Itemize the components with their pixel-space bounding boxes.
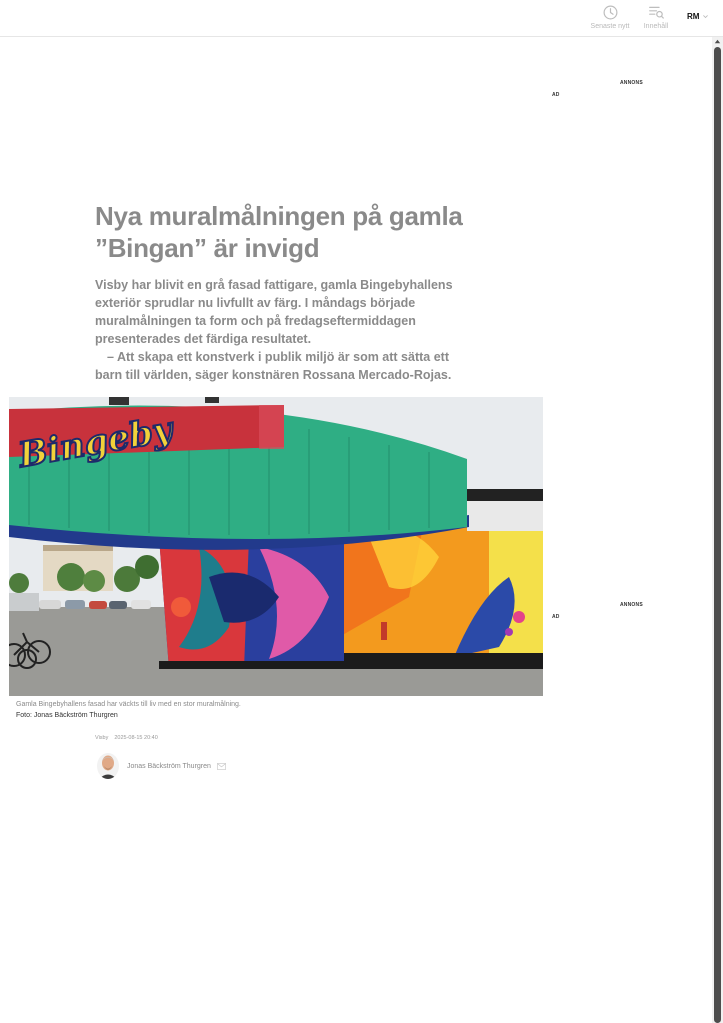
article-timestamp: 2025-08-15 20:40 xyxy=(114,735,158,741)
latest-news-button[interactable] xyxy=(589,4,631,30)
scroll-up-arrow-icon[interactable] xyxy=(713,37,722,46)
mail-icon[interactable] xyxy=(217,763,226,770)
image-caption: Gamla Bingebyhallens fasad har väckts till liv med en stor muralmålning. xyxy=(16,701,241,708)
article-image[interactable] xyxy=(9,397,543,696)
user-initials: RM xyxy=(687,12,700,21)
contents-label: Innehåll xyxy=(643,23,669,30)
avatar xyxy=(97,753,119,779)
article-meta xyxy=(95,735,158,741)
top-bar xyxy=(0,0,723,37)
mural-sign-text: Bingeby xyxy=(15,409,176,476)
article-quote: – Att skapa ett konstverk i publik miljö är som att sätta ett barn till världen, säger konstnären Rossana Mercado-Rojas. xyxy=(95,350,452,382)
latest-news-label: Senaste nytt xyxy=(590,23,630,30)
scrollbar-thumb[interactable] xyxy=(714,47,721,1023)
clock-icon xyxy=(602,4,619,21)
ad-tag: AD xyxy=(552,92,560,98)
contents-button[interactable] xyxy=(640,4,672,30)
scrollbar[interactable] xyxy=(712,37,723,1023)
ad-tag: AD xyxy=(552,614,560,620)
chevron-down-icon xyxy=(702,13,709,20)
article-headline: Nya muralmålningen på gamla ”Bingan” är invigd xyxy=(95,201,463,263)
ad-label: ANNONS xyxy=(620,602,643,608)
list-search-icon xyxy=(648,4,665,21)
user-menu[interactable] xyxy=(687,12,709,21)
mural-photo xyxy=(9,397,543,696)
author-name[interactable]: Jonas Bäckström Thurgren xyxy=(127,762,211,770)
article-location: Visby xyxy=(95,735,109,741)
image-credit: Foto: Jonas Bäckström Thurgren xyxy=(16,712,118,719)
author-byline[interactable] xyxy=(97,753,226,779)
ad-label: ANNONS xyxy=(620,80,643,86)
article-lead: Visby har blivit en grå fasad fattigare, gamla Bingebyhallens exteriör sprudlar nu livfullt av färg. I måndags började muralmålningen ta form och på fredagseftermiddagen presenterades det färdiga resultatet. xyxy=(95,278,453,346)
